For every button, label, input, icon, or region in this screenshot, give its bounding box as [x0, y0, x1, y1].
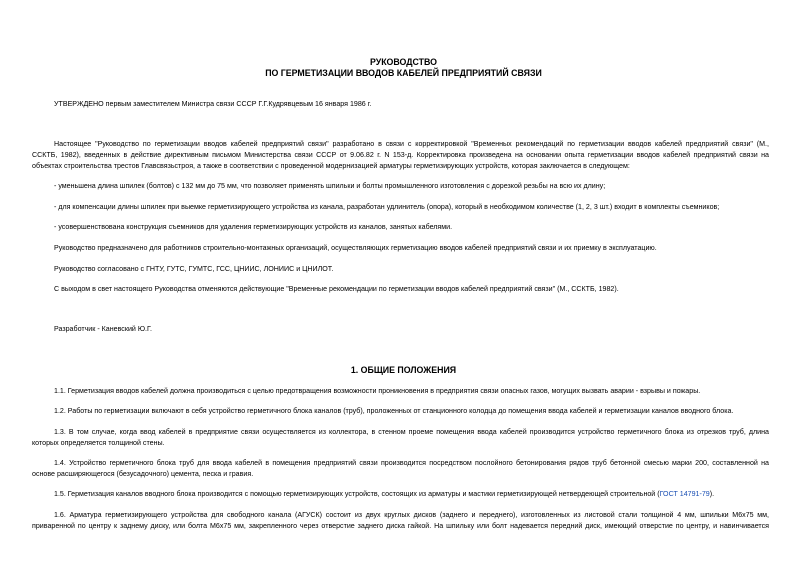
clause-1-5-end: ).	[709, 490, 715, 498]
bullet-item-1: - уменьшена длина шпилек (болтов) с 132 мм до 75 мм, что позволяет применять шпильки и болты промышленного изготовления с дорезкой резьбы на всю их длину;	[54, 182, 606, 190]
supersede-paragraph: С выходом в свет настоящего Руководства отменяются действующие "Временные рекомендации по герметизации вводов кабелей предприятий связи" (М., ССКТБ, 1982).	[54, 285, 619, 293]
bullet-item-3: - усовершенствована конструкция съемников для удаления герметизирующих устройств из каналов, занятых кабелями.	[54, 223, 453, 231]
clause-1-2: 1.2. Работы по герметизации включают в себя устройство герметичного блока каналов (труб), проложенных от станционного колодца до помещения ввода кабелей и герметизации каналов вводного блока.	[54, 407, 734, 415]
clause-1-3-line-2: которых определяется толщиной стены.	[32, 439, 165, 447]
clause-1-5-text: 1.5. Герметизация каналов вводного блока производится с помощью герметизирующих устройств, состоящих из арматуры и мастики герметизирующей нетвердеющей строительной (	[54, 490, 660, 498]
bullet-item-2: - для компенсации длины шпилек при выемке герметизирующего устройства из канала, разработан удлинитель (опора), который в необходимом количестве (1, 2, 3 шт.) входит в комплекты съемников;	[54, 203, 720, 211]
document-subtitle: ПО ГЕРМЕТИЗАЦИИ ВВОДОВ КАБЕЛЕЙ ПРЕДПРИЯТИЙ СВЯЗИ	[265, 68, 542, 78]
section-heading: 1. ОБЩИЕ ПОЛОЖЕНИЯ	[350, 365, 457, 375]
clause-1-3-line-1: 1.3. В том случае, когда ввод кабелей в предприятие связи осуществляется из коллектора, в стенном проеме помещения ввода кабелей производится устройство герметичного блока из отрезков труб, длина	[54, 428, 769, 436]
clause-1-6-line-2: приваренной по центру к заднему диску, или болта М6х75 мм, закрепленного через отверстие заднего диска гайкой. На шпильку или болт надевается передний диск, имеющий отверстие по центру, и навинчивается	[32, 522, 769, 530]
clause-1-4-line-1: 1.4. Устройство герметичного блока труб для ввода кабелей в помещения предприятий связи производится посредством послойного бетонирования рядов труб бетонной смесью марки 200, составленной на	[54, 459, 769, 467]
gost-link[interactable]: ГОСТ 14791-79	[659, 490, 710, 498]
developer-line: Разработчик - Каневский Ю.Г.	[54, 325, 152, 333]
purpose-paragraph: Руководство предназначено для работников строительно-монтажных организаций, осуществляющих герметизацию вводов кабелей предприятий связи и их приемку в эксплуатацию.	[54, 244, 657, 252]
intro-paragraph-line-3: объектах строительства трестов Главсвязьстроя, а также в соответствии с проведенной модернизацией арматуры герметизирующих устройств, которая заключается в следующем:	[32, 162, 630, 170]
clause-1-1: 1.1. Герметизация вводов кабелей должна производиться с целью предотвращения возможности проникновения в предприятия связи опасных газов, могущих вызвать аварии - взрывы и пожары.	[54, 387, 701, 395]
clause-1-6-line-1: 1.6. Арматура герметизирующего устройства для свободного канала (АГУСК) состоит из двух круглых дисков (заднего и переднего), изготовленных из листовой стали толщиной 4 мм, шпильки М6х75 мм,	[54, 511, 769, 519]
clause-1-5	[54, 489, 714, 500]
agreement-paragraph: Руководство согласовано с ГНТУ, ГУТС, ГУМТС, ГСС, ЦНИИС, ЛОНИИС и ЦНИЛОТ.	[54, 265, 334, 273]
document-title: РУКОВОДСТВО	[369, 57, 438, 67]
approval-line: УТВЕРЖДЕНО первым заместителем Министра связи СССР Г.Г.Кудрявцевым 16 января 1986 г.	[54, 100, 372, 108]
intro-paragraph-line-2: ССКТБ, 1982), введенных в действие директивным письмом Министерства связи СССР от 9.06.82 г. N 153-д. Корректировка произведена на основании опыта герметизации вводов кабелей предприятий связи на	[32, 151, 769, 159]
clause-1-4-line-2: основе расширяющегося (безусадочного) цемента, песка и гравия.	[32, 470, 254, 478]
intro-paragraph-line-1: Настоящее "Руководство по герметизации вводов кабелей предприятий связи" разработано в связи с корректировкой "Временных рекомендаций по герметизации вводов кабелей предприятий связи" (М.,	[54, 140, 769, 148]
